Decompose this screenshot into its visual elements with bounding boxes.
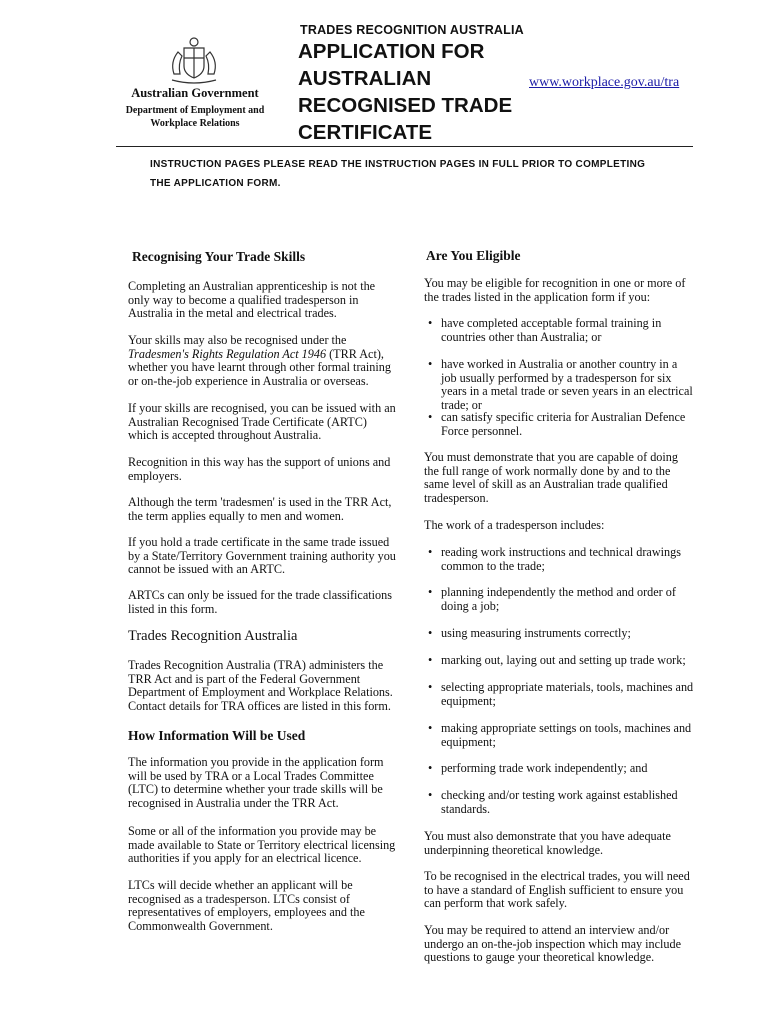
instruction-banner — [150, 155, 690, 193]
instruction-line-2: THE APPLICATION FORM. — [150, 178, 281, 189]
list-item: • can satisfy specific criteria for Australian Defence Force personnel. — [428, 411, 694, 438]
heading-information-use: How Information Will be Used — [128, 728, 306, 743]
list-item: • selecting appropriate materials, tools, machines and equipment; — [428, 680, 694, 708]
list-item-text: marking out, laying out and setting up trade work; — [441, 653, 686, 667]
title-line-1: APPLICATION FOR — [298, 40, 485, 63]
paragraph-text: (TRR Act), whether you have learnt through other formal training or on-the-job experience in Australia or overseas. — [128, 346, 391, 389]
paragraph: Completing an Australian apprenticeship is not the only way to become a qualified tradesperson in Australia in the metal and electrical trades. — [128, 279, 376, 321]
department-name — [118, 104, 272, 130]
title-line-2: AUSTRALIAN — [298, 67, 432, 90]
list-item-text: reading work instructions and technical drawings common to the trade; — [441, 545, 681, 573]
paragraph: You may be eligible for recognition in one or more of the trades listed in the application form if you: — [424, 276, 686, 304]
list-item-text: selecting appropriate materials, tools, machines and equipment; — [441, 680, 694, 708]
paragraph: The work of a tradesperson includes: — [424, 518, 605, 532]
department-line-1: Department of Employment and — [125, 105, 265, 116]
paragraph — [128, 334, 398, 389]
heading-recognising-skills: Recognising Your Trade Skills — [132, 249, 306, 264]
list-item: • reading work instructions and technical drawings common to the trade; — [428, 546, 694, 573]
list-item-text: making appropriate settings on tools, machines and equipment; — [441, 721, 692, 749]
header-divider — [116, 146, 693, 147]
paragraph: Recognition in this way has the support of unions and employers. — [128, 455, 391, 483]
paragraph: Some or all of the information you provide may be made available to State or Territory electrical licensing authorities if you apply for an electrical licence. — [128, 824, 396, 866]
paragraph: To be recognised in the electrical trades, you will need to have a standard of English sufficient to ensure you can perform that work safely. — [424, 869, 690, 911]
paragraph: You may be required to attend an interview and/or undergo an on-the-job inspection which may include questions to gauge your theoretical knowledge. — [424, 923, 682, 965]
paragraph: The information you provide in the application form will be used by TRA or a Local Trades Committee (LTC) to determine whether your trade skills will be recognised in Australia under the TRR Act. — [128, 755, 384, 811]
coat-of-arms-icon — [166, 34, 222, 86]
instruction-line-1: INSTRUCTION PAGES PLEASE READ THE INSTRUCTION PAGES IN FULL PRIOR TO COMPLETING — [150, 159, 646, 170]
list-item-text: performing trade work independently; and — [441, 761, 648, 775]
list-item-text: planning independently the method and order of doing a job; — [441, 585, 676, 613]
paragraph: If your skills are recognised, you can be issued with an Australian Recognised Trade Certificate (ARTC) which is accepted throughout Australia. — [128, 401, 396, 443]
list-item: • have worked in Australia or another country in a job usually performed by a tradesperson for six years in a metal trade or seven years in an electrical trade; or — [428, 357, 693, 413]
list-item-text: have completed acceptable formal training in countries other than Australia; or — [441, 316, 662, 344]
paragraph: If you hold a trade certificate in the same trade issued by a State/Territory Government training authority you cannot be issued with an ARTC. — [128, 535, 396, 577]
title-line-3: RECOGNISED TRADE — [298, 94, 513, 117]
form-title — [298, 38, 538, 146]
paragraph: You must demonstrate that you are capable of doing the full range of work normally done by and to the same level of skill as an Australian trade qualified tradesperson. — [424, 450, 678, 506]
list-item: • checking and/or testing work against established standards. — [428, 789, 694, 816]
heading-tra: Trades Recognition Australia — [128, 628, 298, 644]
list-item: • making appropriate settings on tools, machines and equipment; — [428, 722, 694, 749]
list-item-text: can satisfy specific criteria for Australian Defence Force personnel. — [441, 410, 686, 438]
paragraph: You must also demonstrate that you have adequate underpinning theoretical knowledge. — [424, 829, 671, 857]
list-item: • using measuring instruments correctly; — [428, 627, 694, 641]
department-line-2: Workplace Relations — [150, 118, 240, 129]
paragraph: Trades Recognition Australia (TRA) administers the TRR Act and is part of the Federal Government Department of Employment and Workplace Relations. Contact details for TRA offices are listed in this form. — [128, 658, 393, 714]
title-line-4: CERTIFICATE — [298, 121, 433, 144]
list-item-text: checking and/or testing work against established standards. — [441, 788, 678, 816]
act-name: Tradesmen's Rights Regulation Act 1946 — [128, 346, 327, 361]
list-item: • marking out, laying out and setting up trade work; — [428, 654, 694, 668]
list-item-text: using measuring instruments correctly; — [441, 626, 631, 640]
list-item: • have completed acceptable formal training in countries other than Australia; or — [428, 317, 694, 344]
paragraph: Although the term 'tradesmen' is used in the TRR Act, the term applies equally to men and women. — [128, 495, 392, 523]
paragraph-text: Your skills may also be recognised under the — [128, 333, 347, 347]
paragraph: ARTCs can only be issued for the trade classifications listed in this form. — [128, 588, 392, 616]
list-item-text: have worked in Australia or another country in a job usually performed by a tradesperson for six years in a metal trade or seven years in an electrical trade; or — [441, 357, 693, 413]
website-link[interactable]: www.workplace.gov.au/tra — [529, 75, 680, 90]
list-item: • performing trade work independently; and — [428, 762, 694, 776]
list-item: • planning independently the method and order of doing a job; — [428, 586, 694, 613]
government-name: Australian Government — [131, 86, 259, 100]
agency-name: TRADES RECOGNITION AUSTRALIA — [300, 23, 524, 37]
heading-eligibility: Are You Eligible — [426, 248, 521, 263]
paragraph: LTCs will decide whether an applicant will be recognised as a tradesperson. LTCs consist of representatives of employers, employees and the Commonwealth Government. — [128, 878, 365, 934]
